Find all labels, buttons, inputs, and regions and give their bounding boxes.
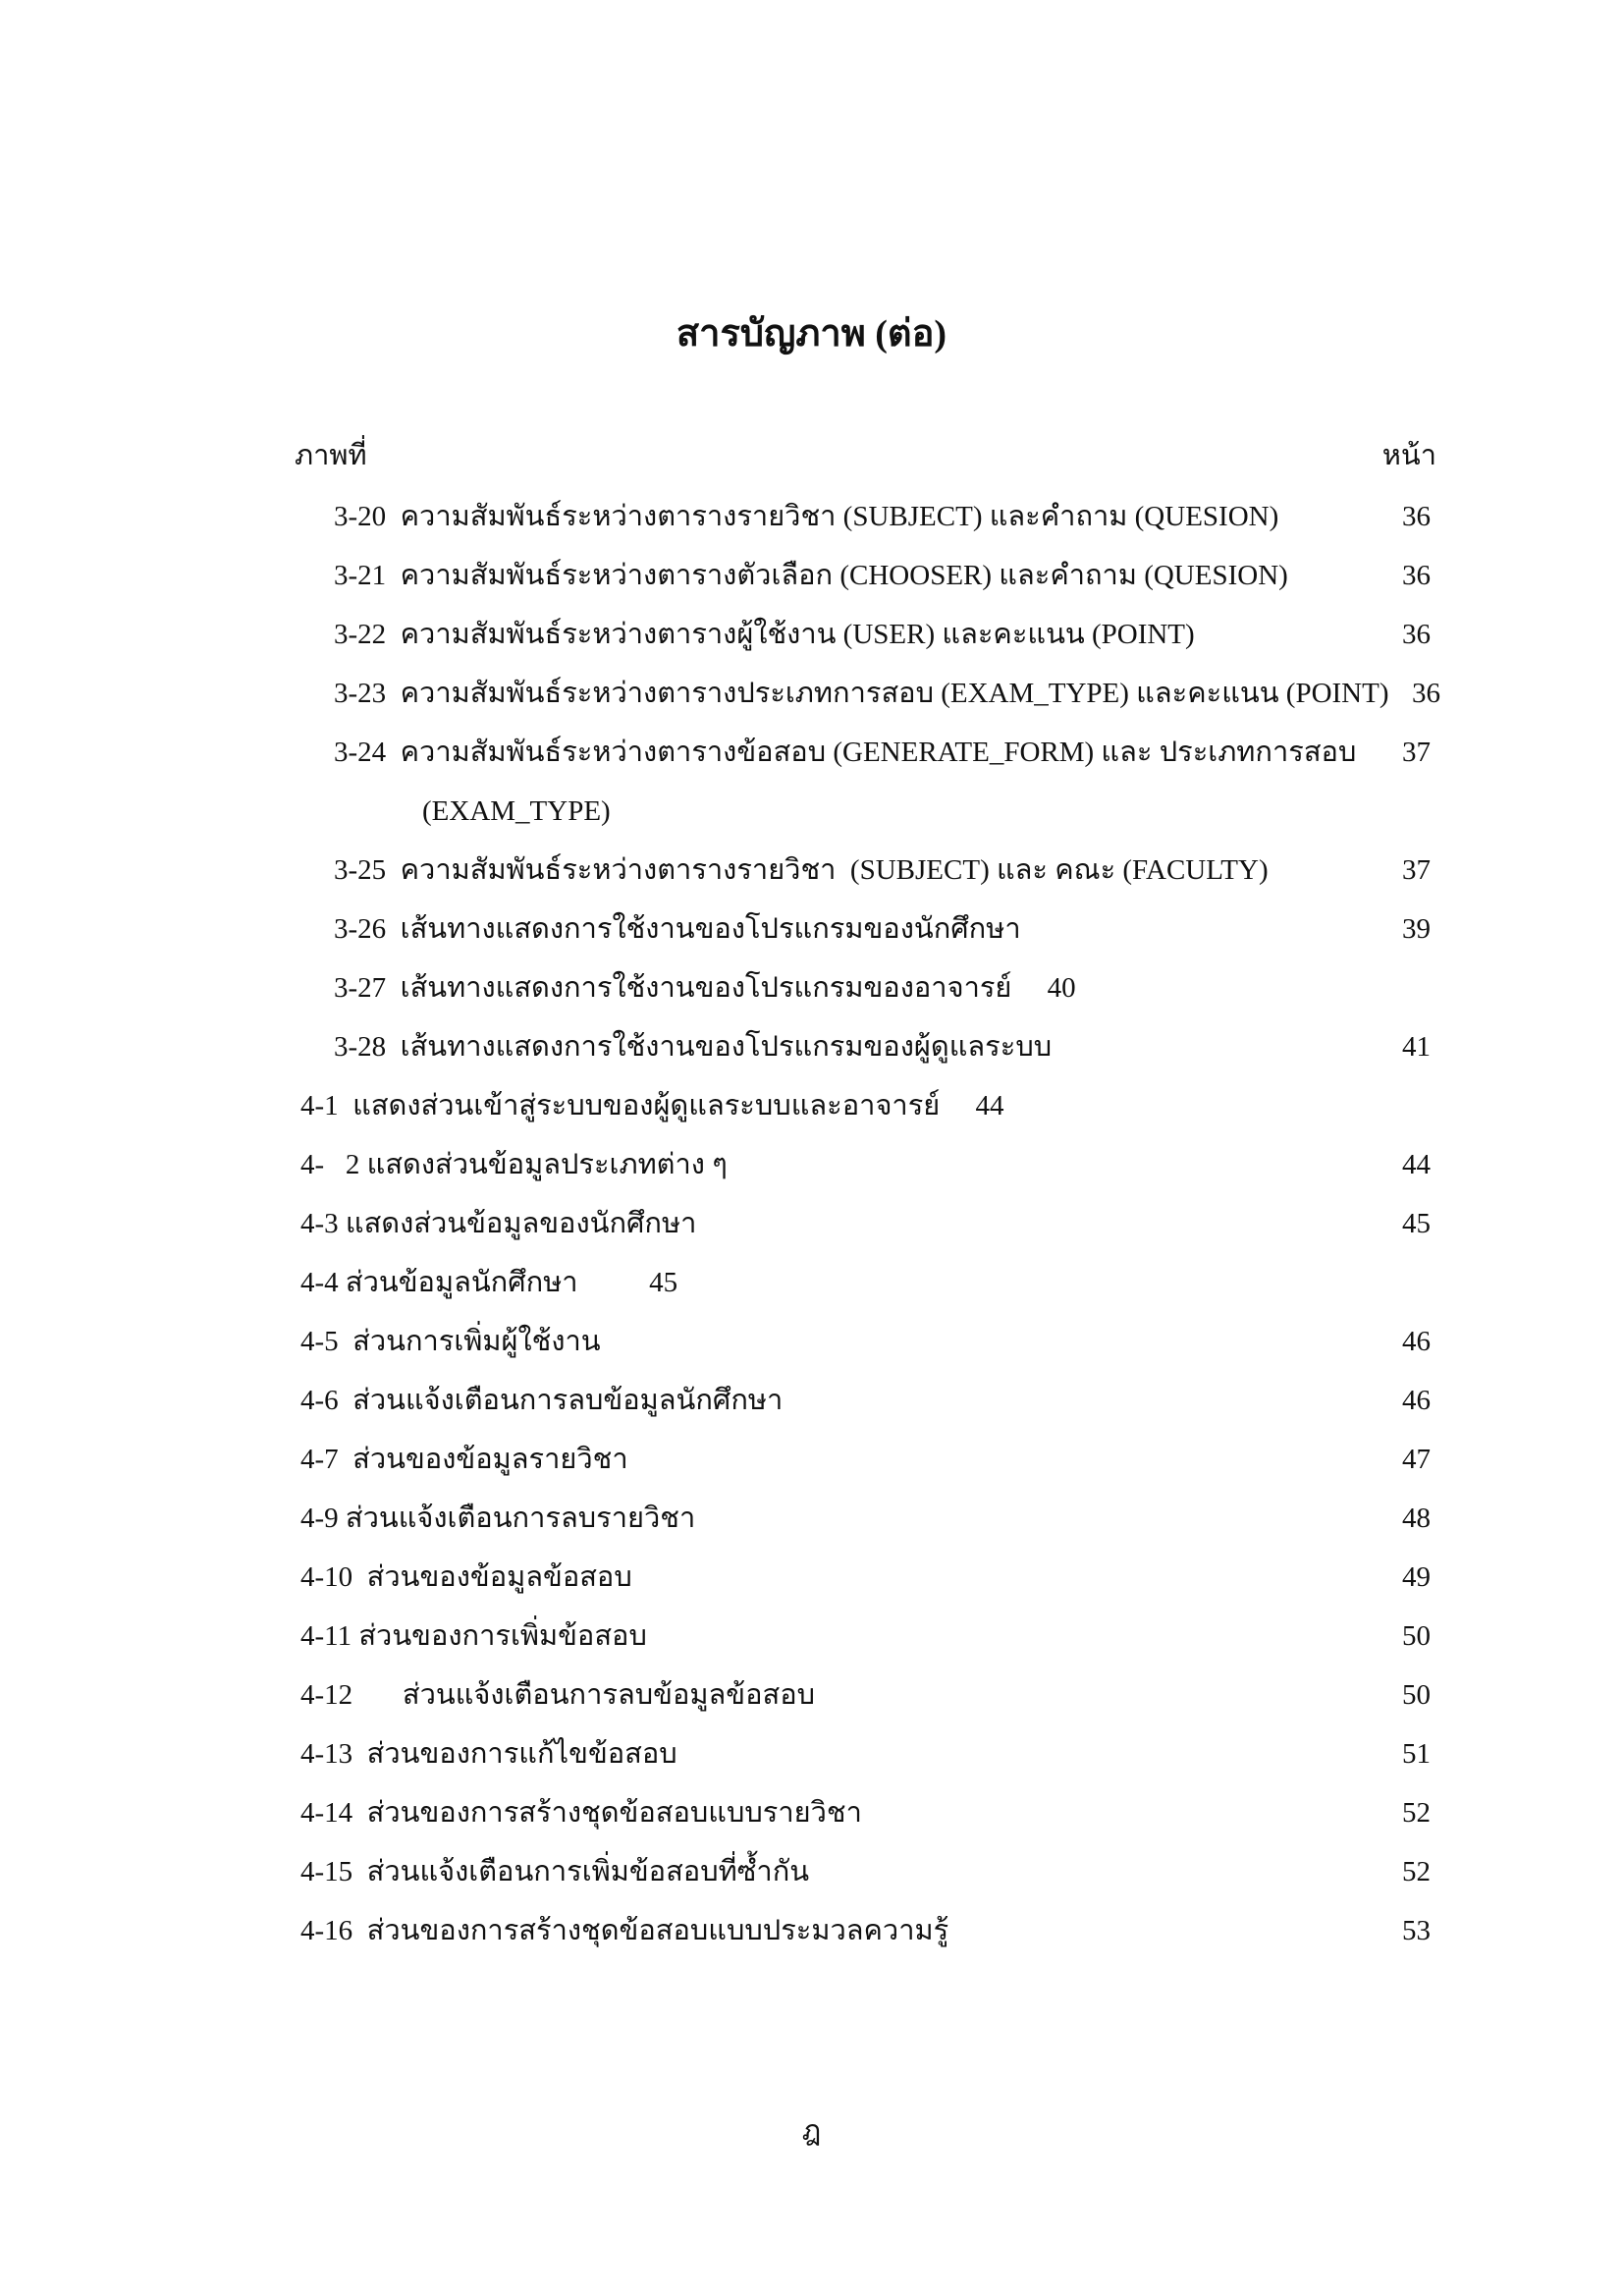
toc-entry-text: 3-28 เส้นทางแสดงการใช้งานของโปรแกรมของผู้ดูแลระบบ (334, 1031, 1053, 1063)
toc-entry-text: 3-25 ความสัมพันธ์ระหว่างตารางรายวิชา (SUBJECT) และ คณะ (FACULTY) (334, 854, 1269, 886)
toc-entry-page: 49 (1402, 1561, 1431, 1593)
toc-entry-page: 50 (1402, 1679, 1431, 1711)
toc-entry-text: 4-5 ส่วนการเพิ่มผู้ใช้งาน (300, 1326, 601, 1357)
page-title: สารบัญภาพ (ต่อ) (676, 313, 947, 355)
toc-entry-page: 36 (1412, 678, 1440, 709)
toc-entry-page: 36 (1402, 619, 1431, 650)
toc-entry-text: 4-3 แสดงส่วนข้อมูลของนักศึกษา (300, 1208, 697, 1239)
toc-entry-text: 4-10 ส่วนของข้อมูลข้อสอบ (300, 1561, 632, 1593)
toc-entry-text: 4-6 ส่วนแจ้งเตือนการลบข้อมูลนักศึกษา (300, 1385, 784, 1416)
toc-entry-page: 46 (1402, 1385, 1431, 1416)
toc-entry-text: 3-23 ความสัมพันธ์ระหว่างตารางประเภทการสอบ (EXAM_TYPE) และคะแนน (POINT) (334, 678, 1389, 709)
toc-entry-text: 3-27 เส้นทางแสดงการใช้งานของโปรแกรมของอาจารย์ 40 (334, 972, 1076, 1004)
toc-entry-text: 3-22 ความสัมพันธ์ระหว่างตารางผู้ใช้งาน (USER) และคะแนน (POINT) (334, 619, 1195, 650)
toc-entry-page: 44 (1402, 1149, 1431, 1180)
page-number: ฎ (801, 2115, 822, 2147)
toc-entry-page: 37 (1402, 854, 1431, 886)
toc-entry-text: 4-16 ส่วนของการสร้างชุดข้อสอบแบบประมวลความรู้ (300, 1915, 949, 1946)
toc-entry-page: 48 (1402, 1503, 1431, 1534)
toc-entry-text: 4- 2 แสดงส่วนข้อมูลประเภทต่าง ๆ (300, 1149, 728, 1180)
toc-entry-page: 52 (1402, 1797, 1431, 1829)
toc-entry-page: 41 (1402, 1031, 1431, 1063)
toc-entry-page: 50 (1402, 1620, 1431, 1652)
toc-entry-page: 36 (1402, 501, 1431, 532)
figure-number-column-header: ภาพที่ (295, 440, 367, 471)
toc-entry-continuation: (EXAM_TYPE) (422, 795, 611, 827)
toc-entry-page: 45 (1402, 1208, 1431, 1239)
toc-entry-page: 51 (1402, 1738, 1431, 1770)
toc-entry-text: 3-21 ความสัมพันธ์ระหว่างตารางตัวเลือก (CHOOSER) และคำถาม (QUESION) (334, 560, 1288, 591)
toc-entry-text: 4-14 ส่วนของการสร้างชุดข้อสอบแบบรายวิชา (300, 1797, 862, 1829)
page-column-header: หน้า (1381, 440, 1436, 471)
toc-entry-text: 4-15 ส่วนแจ้งเตือนการเพิ่มข้อสอบที่ซ้ำกัน (300, 1856, 810, 1887)
toc-entry-text: 4-1 แสดงส่วนเข้าสู่ระบบของผู้ดูแลระบบและอาจารย์ 44 (300, 1090, 1004, 1121)
toc-entry-text: 4-7 ส่วนของข้อมูลรายวิชา (300, 1444, 628, 1475)
toc-entry-text: 3-26 เส้นทางแสดงการใช้งานของโปรแกรมของนักศึกษา (334, 913, 1021, 945)
toc-entry-text: 3-20 ความสัมพันธ์ระหว่างตารางรายวิชา (SUBJECT) และคำถาม (QUESION) (334, 501, 1279, 532)
toc-entry-page: 53 (1402, 1915, 1431, 1946)
toc-entry-page: 39 (1402, 913, 1431, 945)
toc-entry-text: 4-4 ส่วนข้อมูลนักศึกษา 45 (300, 1267, 678, 1298)
toc-entry-text: 4-12 ส่วนแจ้งเตือนการลบข้อมูลข้อสอบ (300, 1679, 816, 1711)
toc-entry-text: 4-11 ส่วนของการเพิ่มข้อสอบ (300, 1620, 647, 1652)
toc-entry-page: 47 (1402, 1444, 1431, 1475)
toc-entry-text: 4-13 ส่วนของการแก้ไขข้อสอบ (300, 1738, 677, 1770)
toc-entry-page: 52 (1402, 1856, 1431, 1887)
toc-entry-page: 36 (1402, 560, 1431, 591)
toc-entry-text: 4-9 ส่วนแจ้งเตือนการลบรายวิชา (300, 1503, 696, 1534)
toc-entry-page: 46 (1402, 1326, 1431, 1357)
toc-entry-page: 37 (1402, 737, 1431, 768)
toc-entry-text: 3-24 ความสัมพันธ์ระหว่างตารางข้อสอบ (GENERATE_FORM) และ ประเภทการสอบ (334, 737, 1357, 768)
